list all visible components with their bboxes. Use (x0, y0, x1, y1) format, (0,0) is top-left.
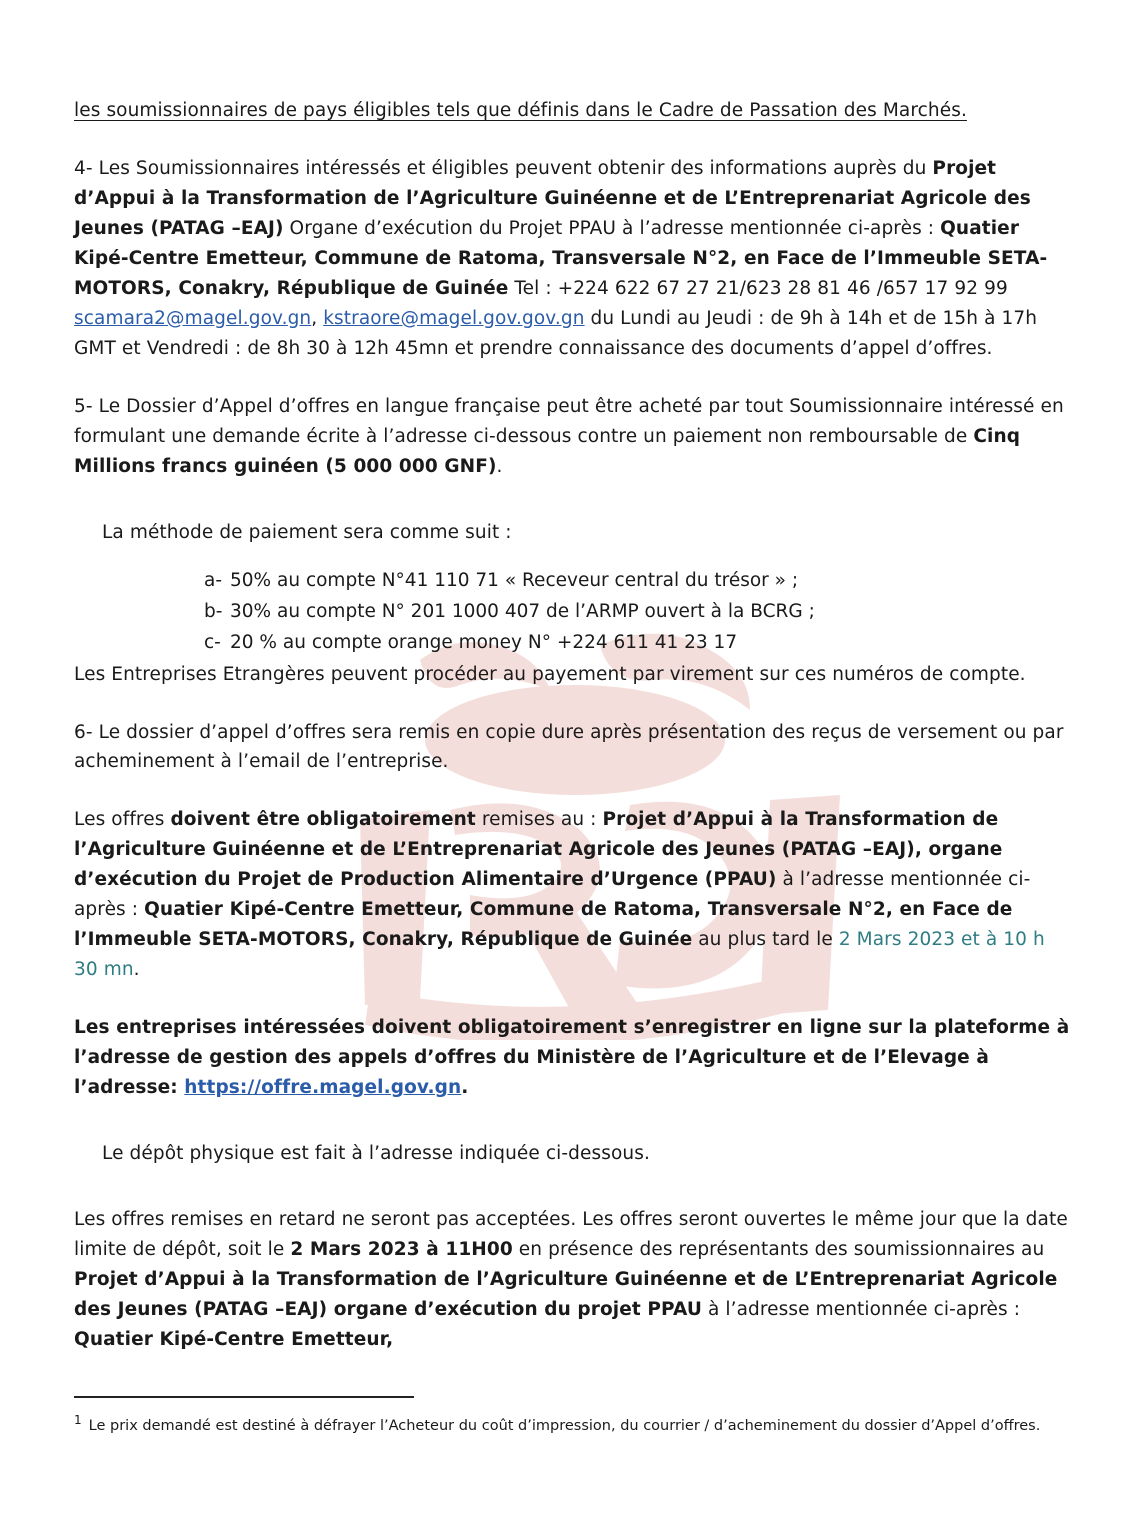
offers-address: Quatier Kipé-Centre Emetteur, Commune de Ratoma, Transversale N°2, en Face de l’Immeuble SETA-MOTORS, Conakry, République de Guinée (74, 899, 1013, 951)
late-text-a: Les offres remises en retard ne seront pas acceptées. Les offres seront ouvertes le même jour que la date limite de dépôt, soit le (74, 1209, 1068, 1261)
late-org-name: Projet d’Appui à la Transformation de l’Agriculture Guinéenne et de L’Entreprenariat Agricole des Jeunes (PATAG –EAJ) organe d’exécution du projet PPAU (74, 1269, 1058, 1321)
foreign-firms-note: Les Entreprises Etrangères peuvent procéder au payement par virement sur ces numéros de compte. (74, 663, 1026, 685)
late-address: Quatier Kipé-Centre Emetteur, (74, 1329, 394, 1350)
header-continuation: les soumissionnaires de pays éligibles tels que définis dans le Cadre de Passation des Marchés. (74, 100, 967, 121)
payment-method-list (74, 566, 1072, 658)
online-registration-paragraph (74, 1013, 1072, 1103)
paragraph-4 (74, 154, 1072, 364)
offers-text-a: Les offres (74, 809, 171, 831)
list-text: 20 % au compte orange money N° +224 611 41 23 17 (230, 631, 738, 653)
p4-org-name: Projet d’Appui à la Transformation de l’Agriculture Guinéenne et de L’Entreprenariat Agricole des Jeunes (PATAG –EAJ) (74, 157, 1031, 239)
opening-date: 2 Mars 2023 à 11H00 (290, 1239, 513, 1261)
paragraph-6: 6- Le dossier d’appel d’offres sera remis en copie dure après présentation des reçus de versement ou par acheminement à l’email de l’entreprise. (74, 721, 1064, 773)
footnote-body (74, 1412, 1074, 1437)
p5-price: Cinq Millions francs guinéen (5 000 000 GNF) (74, 425, 1021, 477)
p5-text-c: . (496, 455, 503, 477)
offers-text-h: . (133, 959, 140, 981)
paragraph-5 (74, 392, 1072, 482)
offers-submission-paragraph (74, 805, 1072, 985)
p4-text-c: Organe d’exécution du Projet PPAU à l’adresse mentionnée ci-après : (283, 217, 941, 239)
footnote-divider (74, 1396, 414, 1398)
list-item (204, 597, 1072, 627)
late-offers-paragraph (74, 1205, 1072, 1355)
p5-text-a: 5- Le Dossier d’Appel d’offres en langue française peut être acheté par tout Soumissionnaire intéressé en formulant une demande écrite à l’adresse ci-dessous contre un paiement non remboursable de (74, 395, 1064, 447)
list-text: 50% au compte N°41 110 71 « Receveur central du trésor » ; (230, 569, 799, 591)
email-link-kstraore[interactable]: kstraore@magel.gov.gov.gn (323, 307, 585, 329)
offers-obligation: doivent être obligatoirement (170, 809, 476, 831)
offers-text-g: au plus tard le (692, 929, 839, 951)
offers-deadline-date: 2 Mars 2023 et à 10 h 30 mn (74, 929, 1045, 981)
payment-method-intro: La méthode de paiement sera comme suit : (102, 521, 512, 543)
offers-text-e: à l’adresse mentionnée ci-après : (74, 869, 1031, 921)
list-marker: b- (204, 600, 223, 622)
list-marker: c- (204, 631, 221, 653)
email-link-scamara2[interactable]: scamara2@magel.gov.gn (74, 307, 312, 329)
offers-text-c: remises au : (475, 809, 603, 831)
p4-text-a: 4- Les Soumissionnaires intéressés et éligibles peuvent obtenir des informations auprès du (74, 157, 933, 179)
footnote (74, 1396, 1074, 1437)
list-marker: a- (204, 569, 223, 591)
platform-url-link[interactable]: https://offre.magel.gov.gn (184, 1077, 462, 1099)
p4-phone: Tel : +224 622 67 27 21/623 28 81 46 /657 17 92 99 (508, 277, 1008, 299)
physical-deposit-note: Le dépôt physique est fait à l’adresse indiquée ci-dessous. (102, 1143, 650, 1165)
list-text: 30% au compte N° 201 1000 407 de l’ARMP ouvert à la BCRG ; (230, 600, 815, 622)
p4-sep: , (311, 307, 324, 329)
list-item (204, 566, 1072, 596)
p4-address: Quatier Kipé-Centre Emetteur, Commune de Ratoma, Transversale N°2, en Face de l’Immeuble SETA-MOTORS, Conakry, République de Guinée (74, 217, 1048, 299)
late-text-b: en présence des représentants des soumissionnaires au (512, 1239, 1045, 1261)
offers-org-name: Projet d’Appui à la Transformation de l’Agriculture Guinéenne et de L’Entreprenariat Agricole des Jeunes (PATAG –EAJ), organe d’exécution du Projet de Production Alimentaire d’Urgence (PPAU) (74, 809, 1003, 891)
p4-hours: du Lundi au Jeudi : de 9h à 14h et de 15h à 17h GMT et Vendredi : de 8h 30 à 12h 45mn et prendre connaissance des documents d’appel d’offres. (74, 307, 1038, 359)
registration-text: Les entreprises intéressées doivent obligatoirement s’enregistrer en ligne sur la plateforme à l’adresse de gestion des appels d’offres du Ministère de l’Agriculture et de l’Elevage à l’adresse: (74, 1017, 1070, 1099)
footnote-text: Le prix demandé est destiné à défrayer l’Acheteur du coût d’impression, du courrier / d’acheminement du dossier d’Appel d’offres. (88, 1417, 1041, 1434)
late-text-d: à l’adresse mentionnée ci-après : (701, 1299, 1021, 1321)
list-item (204, 628, 1072, 658)
footnote-number: 1 (74, 1413, 82, 1428)
registration-end: . (461, 1077, 469, 1099)
